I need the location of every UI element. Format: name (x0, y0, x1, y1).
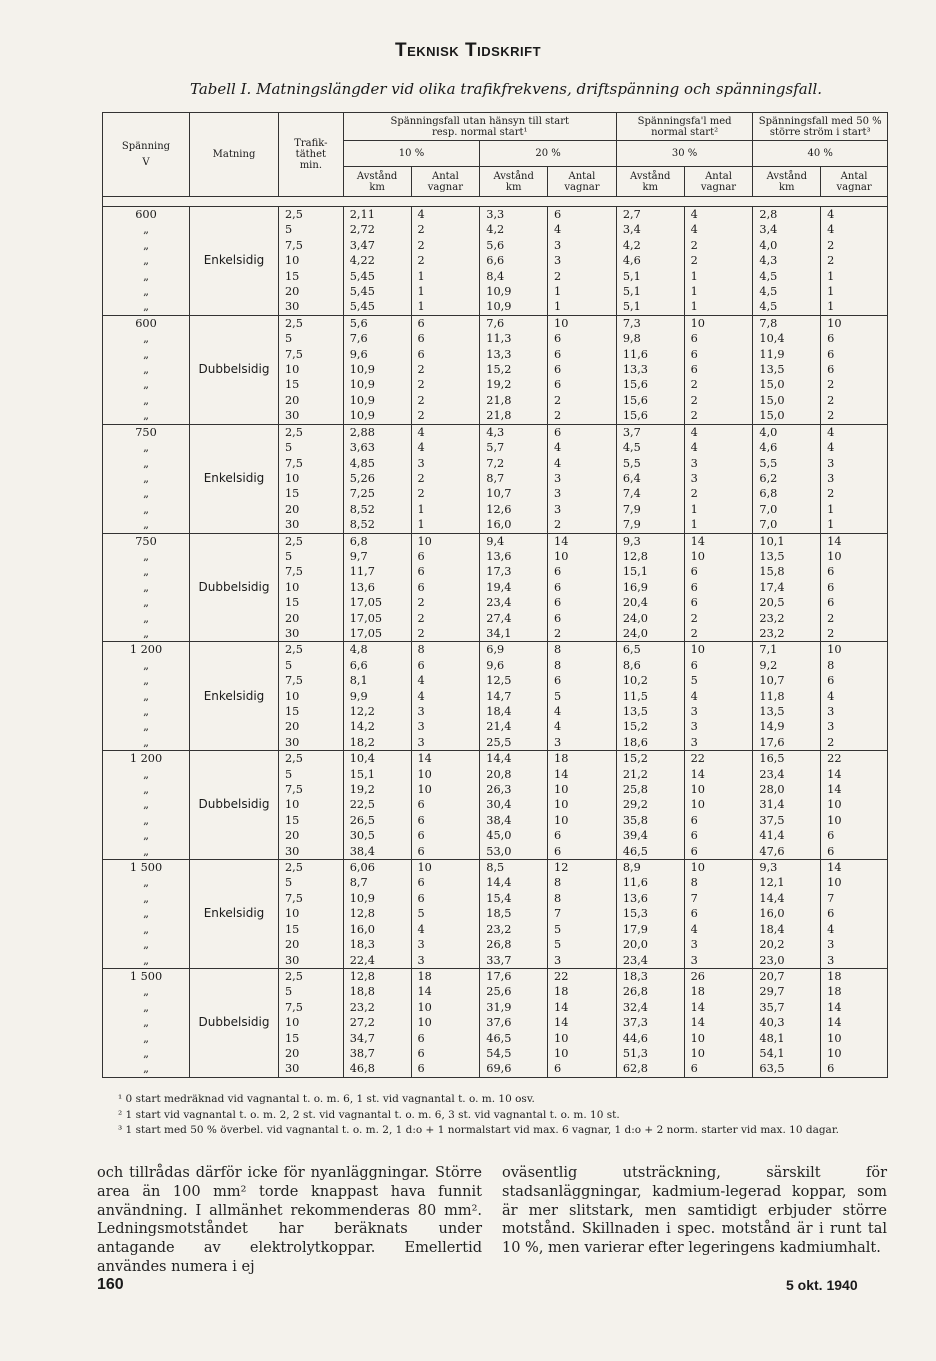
cell-a20 (480, 207, 548, 316)
cell-a20 (480, 424, 548, 533)
cell-v20 (548, 968, 617, 1077)
cell-value-trafik: 2,5 5 7,5 10 15 20 30 (285, 969, 303, 1076)
cell-v30 (684, 207, 753, 316)
cell-v20 (548, 424, 617, 533)
header-avstand: Avstånd km (343, 167, 411, 197)
cell-value-v20: 22 18 14 14 10 10 6 (554, 969, 569, 1076)
cell-v40 (821, 860, 888, 969)
cell-value-a20: 3,3 4,2 5,6 6,6 8,4 10,9 10,9 (486, 208, 512, 314)
cell-a30 (616, 424, 684, 533)
cell-a20 (480, 533, 548, 642)
cell-trafik (279, 315, 344, 424)
cell-matning (189, 315, 278, 424)
header-antal: Antal vagnar (821, 167, 888, 197)
cell-v40 (821, 533, 888, 642)
header-antal: Antal vagnar (548, 167, 617, 197)
cell-value-matning: Dubbelsidig (198, 1015, 270, 1030)
cell-value-v20: 6 4 4 3 3 3 2 (554, 425, 562, 532)
cell-value-v30: 22 14 10 10 6 6 6 (690, 752, 705, 858)
footnote-1: ¹ 0 start medräknad vid vagnantal t. o. m. 6, 1 st. vid vagnantal t. o. m. 10 osv. (118, 1093, 535, 1105)
cell-a40 (753, 642, 821, 751)
cell-a30 (616, 751, 684, 860)
cell-a30 (616, 968, 684, 1077)
table-block (103, 860, 888, 969)
body-text-right: oväsentlig utsträckning, särskilt för stadsanläggningar, kadmium-legerad koppar, som är mer slitstark, men samtidigt erbjuder större motstånd. Skillnaden i spec. motstånd är i runt tal 10 %, men varierar efter legeringens kadmiumhalt. (502, 1165, 887, 1257)
cell-value-v40: 10 6 6 6 2 2 2 (827, 316, 842, 423)
cell-v20 (548, 860, 617, 969)
cell-v10 (411, 860, 480, 969)
cell-value-a20: 8,5 14,4 15,4 18,5 23,2 26,8 33,7 (486, 861, 512, 967)
cell-value-a40: 9,3 12,1 14,4 16,0 18,4 20,2 23,0 (759, 861, 785, 967)
header-spanning: Spänning V (103, 113, 190, 197)
cell-a40 (753, 751, 821, 860)
cell-value-a40: 4,0 4,6 5,5 6,2 6,8 7,0 7,0 (759, 425, 778, 532)
cell-a20 (480, 860, 548, 969)
cell-value-a30: 3,7 4,5 5,5 6,4 7,4 7,9 7,9 (622, 425, 641, 532)
cell-v30 (684, 315, 753, 424)
header-avstand: Avstånd km (480, 167, 548, 197)
header-trafik: Trafik- täthet min. (279, 113, 344, 197)
cell-value-spanning: 1 200 „ „ „ „ „ „ (129, 752, 163, 858)
cell-a40 (753, 315, 821, 424)
cell-value-v10: 4 2 2 2 1 1 1 (417, 208, 425, 314)
page-number: 160 (97, 1276, 124, 1293)
cell-value-v30: 10 6 5 4 3 3 3 (690, 643, 705, 749)
cell-value-v20: 10 6 6 6 6 2 2 (554, 316, 569, 423)
cell-value-v20: 8 8 6 5 4 4 3 (554, 643, 562, 749)
cell-a40 (753, 424, 821, 533)
header-group-50pct: Spänningsfall med 50 % större ström i start³ (753, 113, 888, 141)
header-gap (103, 197, 888, 207)
cell-value-spanning: 750 „ „ „ „ „ „ (135, 534, 157, 640)
header-group-no-start: Spänningsfall utan hänsyn till start resp. normal start¹ (343, 113, 616, 141)
cell-value-v30: 10 8 7 6 4 3 3 (690, 861, 705, 967)
cell-value-a20: 4,3 5,7 7,2 8,7 10,7 12,6 16,0 (486, 425, 512, 532)
cell-value-v10: 18 14 10 10 6 6 6 (417, 969, 432, 1076)
cell-value-v10: 14 10 10 6 6 6 6 (417, 752, 432, 858)
cell-v10 (411, 533, 480, 642)
cell-value-a20: 7,6 11,3 13,3 15,2 19,2 21,8 21,8 (486, 316, 512, 423)
cell-spanning (103, 968, 190, 1077)
body-text-left: och tillrådas därför icke för nyanläggningar. Större area än 100 mm² torde knappast hava funnit användning. I allmänhet rekommenderas 80 mm². Ledningsmotståndet har beräknats under antagande av elektrolytkoppar. Emellertid användes numera i ej (97, 1165, 482, 1275)
header-avstand: Avstånd km (753, 167, 821, 197)
cell-value-a30: 6,5 8,6 10,2 11,5 13,5 15,2 18,6 (622, 643, 648, 749)
cell-v40 (821, 424, 888, 533)
cell-a20 (480, 642, 548, 751)
cell-spanning (103, 860, 190, 969)
cell-value-trafik: 2,5 5 7,5 10 15 20 30 (285, 861, 303, 967)
footnote-2: ² 1 start vid vagnantal t. o. m. 2, 2 st. vid vagnantal t. o. m. 6, 3 st. vid vagnantal t. o. m. 10 st. (118, 1108, 620, 1121)
header-group-normal-start: Spänningsfa'l med normal start² (616, 113, 753, 141)
cell-v20 (548, 751, 617, 860)
cell-trafik (279, 424, 344, 533)
cell-trafik (279, 533, 344, 642)
header-20pct: 20 % (480, 141, 617, 167)
cell-matning (189, 642, 278, 751)
cell-value-a20: 6,9 9,6 12,5 14,7 18,4 21,4 25,5 (486, 643, 512, 749)
cell-matning (189, 207, 278, 316)
cell-v20 (548, 642, 617, 751)
cell-spanning (103, 751, 190, 860)
cell-a20 (480, 751, 548, 860)
cell-a40 (753, 207, 821, 316)
header-antal: Antal vagnar (411, 167, 480, 197)
cell-value-matning: Dubbelsidig (198, 797, 270, 812)
cell-matning (189, 424, 278, 533)
cell-value-v40: 14 10 6 6 6 2 2 (827, 534, 842, 640)
cell-value-trafik: 2,5 5 7,5 10 15 20 30 (285, 752, 303, 858)
cell-v30 (684, 533, 753, 642)
cell-value-a10: 2,11 2,72 3,47 4,22 5,45 5,45 5,45 (349, 208, 375, 314)
cell-v40 (821, 315, 888, 424)
cell-v40 (821, 642, 888, 751)
table-block (103, 315, 888, 424)
cell-v30 (684, 751, 753, 860)
cell-v40 (821, 968, 888, 1077)
cell-value-a10: 4,8 6,6 8,1 9,9 12,2 14,2 18,2 (349, 643, 375, 749)
cell-value-a40: 20,7 29,7 35,7 40,3 48,1 54,1 63,5 (759, 969, 785, 1076)
cell-spanning (103, 315, 190, 424)
cell-value-a20: 14,4 20,8 26,3 30,4 38,4 45,0 53,0 (486, 752, 512, 858)
table-block (103, 533, 888, 642)
cell-value-v20: 18 14 10 10 10 6 6 (554, 752, 569, 858)
cell-trafik (279, 968, 344, 1077)
cell-value-v30: 4 4 2 2 1 1 1 (690, 208, 698, 314)
cell-a40 (753, 533, 821, 642)
cell-v40 (821, 751, 888, 860)
table-block (103, 642, 888, 751)
cell-value-v10: 4 4 3 2 2 1 1 (417, 425, 425, 532)
cell-value-a20: 9,4 13,6 17,3 19,4 23,4 27,4 34,1 (486, 534, 512, 640)
cell-a10 (343, 207, 411, 316)
cell-matning (189, 533, 278, 642)
cell-a10 (343, 315, 411, 424)
cell-value-a30: 15,2 21,2 25,8 29,2 35,8 39,4 46,5 (622, 752, 648, 858)
table-body (103, 197, 888, 1078)
cell-a10 (343, 751, 411, 860)
table-block (103, 968, 888, 1077)
cell-value-spanning: 600 „ „ „ „ „ „ (135, 316, 157, 423)
cell-value-a10: 2,88 3,63 4,85 5,26 7,25 8,52 8,52 (349, 425, 375, 532)
cell-value-spanning: 750 „ „ „ „ „ „ (135, 425, 157, 532)
cell-v40 (821, 207, 888, 316)
cell-value-v10: 6 6 6 2 2 2 2 (417, 316, 425, 423)
cell-a30 (616, 642, 684, 751)
cell-value-v30: 10 6 6 6 2 2 2 (690, 316, 705, 423)
cell-value-matning: Enkelsidig (203, 253, 265, 268)
cell-spanning (103, 642, 190, 751)
cell-v30 (684, 642, 753, 751)
cell-value-v20: 6 4 3 3 2 1 1 (554, 208, 562, 314)
cell-value-v40: 22 14 14 10 10 6 6 (827, 752, 842, 858)
cell-value-trafik: 2,5 5 7,5 10 15 20 30 (285, 425, 303, 532)
cell-value-v30: 4 4 3 3 2 1 1 (690, 425, 698, 532)
cell-value-a20: 17,6 25,6 31,9 37,6 46,5 54,5 69,6 (486, 969, 512, 1076)
cell-a30 (616, 860, 684, 969)
cell-value-a40: 7,1 9,2 10,7 11,8 13,5 14,9 17,6 (759, 643, 785, 749)
cell-a10 (343, 860, 411, 969)
table-block (103, 751, 888, 860)
cell-v30 (684, 968, 753, 1077)
cell-value-trafik: 2,5 5 7,5 10 15 20 30 (285, 316, 303, 423)
cell-matning (189, 860, 278, 969)
cell-v10 (411, 968, 480, 1077)
cell-a40 (753, 860, 821, 969)
cell-trafik (279, 860, 344, 969)
cell-value-spanning: 1 500 „ „ „ „ „ „ (129, 969, 163, 1076)
header-antal: Antal vagnar (684, 167, 753, 197)
cell-value-v10: 8 6 4 4 3 3 3 (417, 643, 425, 749)
table-caption: Tabell I. Matningslängder vid olika trafikfrekvens, driftspänning och spänningsfall. (190, 80, 823, 98)
cell-a30 (616, 533, 684, 642)
cell-a20 (480, 315, 548, 424)
journal-title: Teknisk Tidskrift (394, 40, 542, 61)
cell-a10 (343, 424, 411, 533)
cell-trafik (279, 751, 344, 860)
cell-value-v30: 14 10 6 6 6 2 2 (690, 534, 705, 640)
cell-value-v30: 26 18 14 14 10 10 6 (690, 969, 705, 1076)
cell-value-spanning: 1 200 „ „ „ „ „ „ (129, 643, 163, 749)
cell-v10 (411, 424, 480, 533)
cell-value-a10: 6,8 9,7 11,7 13,6 17,05 17,05 17,05 (349, 534, 383, 640)
cell-v20 (548, 315, 617, 424)
header-30pct: 30 % (616, 141, 753, 167)
cell-v30 (684, 424, 753, 533)
cell-value-a10: 12,8 18,8 23,2 27,2 34,7 38,7 46,8 (349, 969, 375, 1076)
header-40pct: 40 % (753, 141, 888, 167)
cell-v20 (548, 207, 617, 316)
cell-v10 (411, 315, 480, 424)
footnotes (118, 1092, 893, 1139)
cell-value-trafik: 2,5 5 7,5 10 15 20 30 (285, 534, 303, 640)
cell-v20 (548, 533, 617, 642)
cell-value-v40: 18 18 14 14 10 10 6 (827, 969, 842, 1076)
issue-date: 5 okt. 1940 (786, 1277, 858, 1293)
cell-value-a10: 5,6 7,6 9,6 10,9 10,9 10,9 10,9 (349, 316, 375, 423)
table-block (103, 424, 888, 533)
header-matning: Matning (189, 113, 278, 197)
cell-value-a10: 6,06 8,7 10,9 12,8 16,0 18,3 22,4 (349, 861, 375, 967)
cell-value-v40: 14 10 7 6 4 3 3 (827, 861, 842, 967)
cell-a30 (616, 315, 684, 424)
cell-spanning (103, 533, 190, 642)
cell-value-matning: Enkelsidig (203, 470, 265, 485)
cell-matning (189, 968, 278, 1077)
cell-value-v20: 12 8 8 7 5 5 3 (554, 861, 569, 967)
cell-a10 (343, 533, 411, 642)
cell-trafik (279, 207, 344, 316)
cell-value-a30: 8,9 11,6 13,6 15,3 17,9 20,0 23,4 (622, 861, 648, 967)
cell-trafik (279, 642, 344, 751)
cell-value-a10: 10,4 15,1 19,2 22,5 26,5 30,5 38,4 (349, 752, 375, 858)
cell-spanning (103, 424, 190, 533)
cell-value-v40: 10 8 6 4 3 3 2 (827, 643, 842, 749)
cell-value-v40: 4 4 3 3 2 1 1 (827, 425, 835, 532)
cell-a30 (616, 207, 684, 316)
cell-value-a40: 10,1 13,5 15,8 17,4 20,5 23,2 23,2 (759, 534, 785, 640)
cell-value-matning: Dubbelsidig (198, 579, 270, 594)
cell-v10 (411, 207, 480, 316)
header-10pct: 10 % (343, 141, 480, 167)
cell-v10 (411, 751, 480, 860)
cell-value-matning: Enkelsidig (203, 906, 265, 921)
cell-v30 (684, 860, 753, 969)
cell-value-v20: 14 10 6 6 6 6 2 (554, 534, 569, 640)
cell-spanning (103, 207, 190, 316)
cell-value-a30: 2,7 3,4 4,2 4,6 5,1 5,1 5,1 (622, 208, 641, 314)
cell-value-v10: 10 6 6 6 2 2 2 (417, 534, 432, 640)
cell-value-trafik: 2,5 5 7,5 10 15 20 30 (285, 208, 303, 314)
cell-value-spanning: 600 „ „ „ „ „ „ (135, 208, 157, 314)
cell-value-a40: 7,8 10,4 11,9 13,5 15,0 15,0 15,0 (759, 316, 785, 423)
cell-a10 (343, 968, 411, 1077)
cell-a20 (480, 968, 548, 1077)
cell-a40 (753, 968, 821, 1077)
cell-value-a30: 7,3 9,8 11,6 13,3 15,6 15,6 15,6 (622, 316, 648, 423)
cell-value-matning: Enkelsidig (203, 688, 265, 703)
footnote-3: ³ 1 start med 50 % överbel. vid vagnantal t. o. m. 2, 1 d:o + 1 normalstart vid max. 6 vagnar, 1 d:o + 2 norm. starter vid max. 10 dagar. (118, 1124, 840, 1136)
header-avstand: Avstånd km (616, 167, 684, 197)
cell-v10 (411, 642, 480, 751)
cell-value-a40: 2,8 3,4 4,0 4,3 4,5 4,5 4,5 (759, 208, 778, 314)
cell-value-v40: 4 4 2 2 1 1 1 (827, 208, 835, 314)
cell-value-a30: 18,3 26,8 32,4 37,3 44,6 51,3 62,8 (622, 969, 648, 1076)
cell-matning (189, 751, 278, 860)
cell-value-matning: Dubbelsidig (198, 362, 270, 377)
cell-value-a30: 9,3 12,8 15,1 16,9 20,4 24,0 24,0 (622, 534, 648, 640)
cell-a10 (343, 642, 411, 751)
cell-value-trafik: 2,5 5 7,5 10 15 20 30 (285, 643, 303, 749)
table-block (103, 207, 888, 316)
data-table (102, 112, 888, 1078)
cell-value-a40: 16,5 23,4 28,0 31,4 37,5 41,4 47,6 (759, 752, 785, 858)
cell-value-v10: 10 6 6 5 4 3 3 (417, 861, 432, 967)
cell-value-spanning: 1 500 „ „ „ „ „ „ (129, 861, 163, 967)
